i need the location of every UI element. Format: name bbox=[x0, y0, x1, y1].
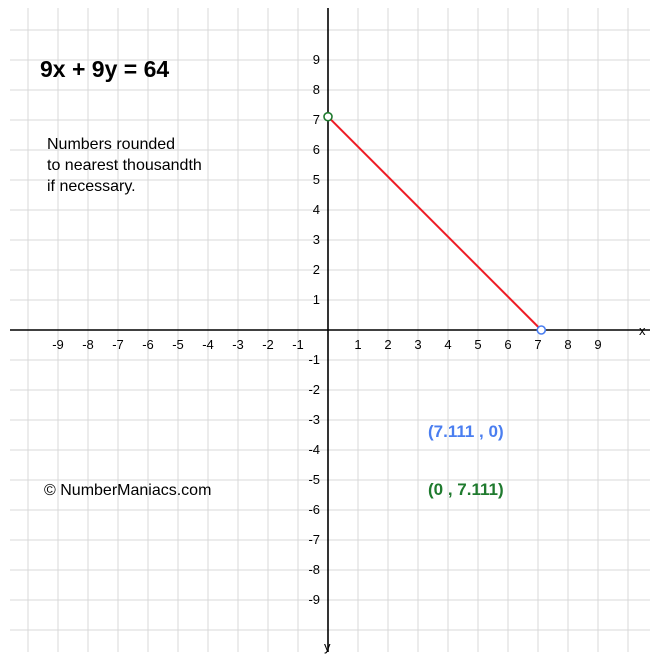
svg-text:-5: -5 bbox=[308, 472, 320, 487]
svg-text:-4: -4 bbox=[308, 442, 320, 457]
x-intercept-label: (7.111 , 0) bbox=[428, 422, 504, 441]
svg-text:5: 5 bbox=[474, 337, 482, 352]
x-tick-labels bbox=[52, 337, 601, 352]
svg-text:-6: -6 bbox=[142, 337, 154, 352]
svg-text:-1: -1 bbox=[308, 352, 320, 367]
svg-text:-3: -3 bbox=[232, 337, 244, 352]
equation-title: 9x + 9y = 64 bbox=[40, 56, 170, 82]
svg-text:-3: -3 bbox=[308, 412, 320, 427]
rounding-note-line3: if necessary. bbox=[47, 178, 136, 195]
svg-text:8: 8 bbox=[564, 337, 572, 352]
svg-text:-7: -7 bbox=[308, 532, 320, 547]
copyright-notice: © NumberManiacs.com bbox=[44, 482, 212, 499]
svg-text:-4: -4 bbox=[202, 337, 214, 352]
svg-text:8: 8 bbox=[312, 82, 320, 97]
svg-text:1: 1 bbox=[312, 292, 320, 307]
svg-text:-6: -6 bbox=[308, 502, 320, 517]
rounding-note-line2: to nearest thousandth bbox=[47, 157, 202, 174]
rounding-note bbox=[47, 134, 202, 197]
svg-text:-7: -7 bbox=[112, 337, 124, 352]
x-axis-label: x bbox=[639, 323, 646, 338]
svg-text:5: 5 bbox=[312, 172, 320, 187]
svg-text:-2: -2 bbox=[308, 382, 320, 397]
svg-text:4: 4 bbox=[312, 202, 320, 217]
svg-text:9: 9 bbox=[312, 52, 320, 67]
svg-text:6: 6 bbox=[504, 337, 512, 352]
svg-text:-5: -5 bbox=[172, 337, 184, 352]
rounding-note-line1: Numbers rounded bbox=[47, 136, 176, 153]
svg-text:2: 2 bbox=[384, 337, 392, 352]
svg-text:3: 3 bbox=[312, 232, 320, 247]
svg-text:-9: -9 bbox=[308, 592, 320, 607]
svg-text:-1: -1 bbox=[292, 337, 304, 352]
svg-text:4: 4 bbox=[444, 337, 452, 352]
y-axis-label: y bbox=[324, 639, 331, 654]
svg-text:1: 1 bbox=[354, 337, 362, 352]
svg-text:7: 7 bbox=[312, 112, 320, 127]
equation-line bbox=[328, 117, 541, 330]
x-intercept-point bbox=[537, 326, 545, 334]
axes bbox=[10, 8, 650, 652]
svg-text:-2: -2 bbox=[262, 337, 274, 352]
svg-text:-8: -8 bbox=[82, 337, 94, 352]
svg-text:2: 2 bbox=[312, 262, 320, 277]
svg-text:-8: -8 bbox=[308, 562, 320, 577]
svg-text:6: 6 bbox=[312, 142, 320, 157]
svg-text:-9: -9 bbox=[52, 337, 64, 352]
y-intercept-point bbox=[324, 113, 332, 121]
y-intercept-label: (0 , 7.111) bbox=[428, 480, 504, 499]
svg-text:9: 9 bbox=[594, 337, 602, 352]
svg-text:7: 7 bbox=[534, 337, 542, 352]
svg-text:3: 3 bbox=[414, 337, 422, 352]
